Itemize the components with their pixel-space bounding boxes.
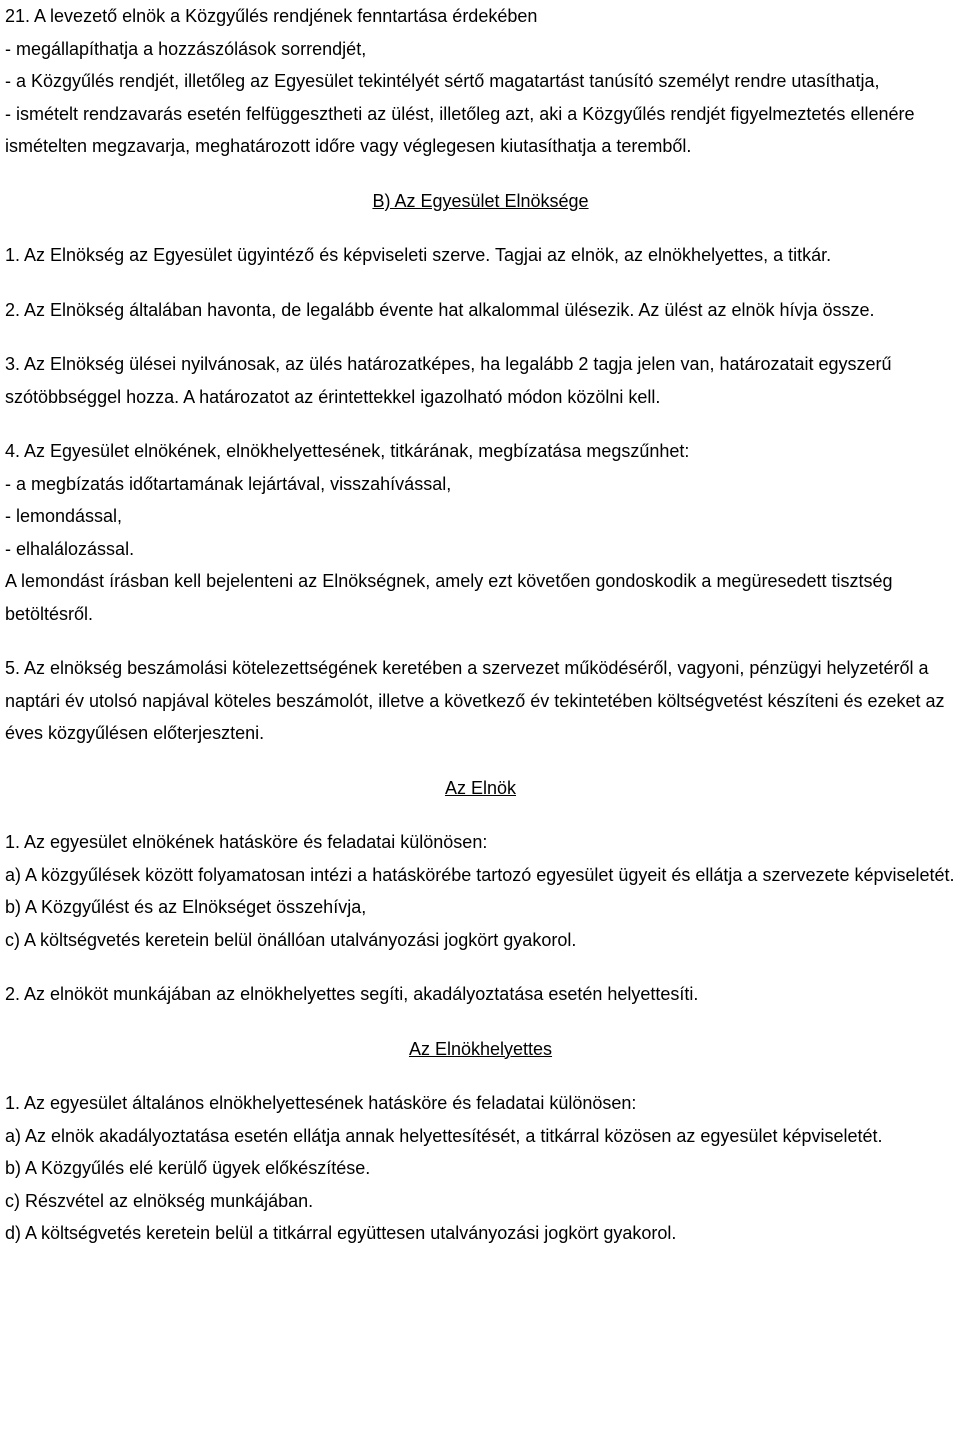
board-paragraph-4-closing: A lemondást írásban kell bejelenteni az Elnökségnek, amely ezt követően gondoskodik a megüresedett tisztség betöltésről. (5, 571, 893, 624)
vice-paragraph-1 (5, 1087, 956, 1250)
president-paragraph-1 (5, 826, 956, 956)
board-heading: B) Az Egyesület Elnöksége (372, 190, 589, 211)
president-heading: Az Elnök (444, 777, 517, 798)
vice-paragraph-1-item: c) Részvétel az elnökség munkájában. (5, 1190, 314, 1211)
board-paragraph-3-text: 3. Az Elnökség ülései nyilvánosak, az ülés határozatképes, ha legalább 2 tagja jelen van, határozatait egyszerű szótöbbséggel hozza. A határozatot az érintettekkel igazolható módon közölni kell. (5, 354, 892, 407)
board-paragraph-5 (5, 652, 956, 750)
section-21-item: - a Közgyűlés rendjét, illetőleg az Egyesület tekintélyét sértő magatartást tanúsító személyt rendre utasíthatja, (5, 71, 880, 91)
president-paragraph-1-item: c) A költségvetés keretein belül önállóan utalványozási jogkört gyakorol. (5, 929, 577, 950)
board-paragraph-4-item: - lemondással, (5, 506, 123, 526)
section-21 (5, 0, 956, 163)
vice-paragraph-1-item: b) A Közgyűlés elé kerülő ügyek előkészítése. (5, 1158, 371, 1178)
president-paragraph-1-item: a) A közgyűlések között folyamatosan intézi a hatáskörébe tartozó egyesület ügyeit és ellátja a szervezete képviseletét. (5, 864, 955, 885)
president-paragraph-1-item: b) A Közgyűlést és az Elnökséget összehívja, (5, 897, 367, 917)
vice-paragraph-1-item: a) Az elnök akadályoztatása esetén ellátja annak helyettesítését, a titkárral közösen az egyesület képviseletét. (5, 1125, 883, 1146)
board-paragraph-1 (5, 239, 956, 272)
president-paragraph-2-text: 2. Az elnököt munkájában az elnökhelyettes segíti, akadályoztatása esetén helyettesíti. (5, 984, 699, 1004)
section-21-intro: 21. A levezető elnök a Közgyűlés rendjének fenntartása érdekében (5, 6, 538, 26)
board-paragraph-5-text: 5. Az elnökség beszámolási kötelezettségének keretében a szervezet működéséről, vagyoni, pénzügyi helyzetéről a naptári év utolsó napjával köteles beszámolót, illetve a következő év tekintetében költségvetést készíteni és ezeket az éves közgyűlésen előterjeszteni. (5, 658, 945, 743)
vice-paragraph-1-intro: 1. Az egyesület általános elnökhelyettesének hatásköre és feladatai különösen: (5, 1093, 637, 1113)
vice-heading: Az Elnökhelyettes (408, 1038, 553, 1059)
board-paragraph-4-intro: 4. Az Egyesület elnökének, elnökhelyettesének, titkárának, megbízatása megszűnhet: (5, 441, 690, 461)
board-heading-block (5, 185, 956, 218)
section-21-item: - megállapíthatja a hozzászólások sorrendjét, (5, 38, 367, 59)
board-paragraph-4 (5, 435, 956, 630)
board-paragraph-4-item: - a megbízatás időtartamának lejártával, visszahívással, (5, 473, 452, 494)
board-paragraph-2 (5, 294, 956, 327)
president-paragraph-2 (5, 978, 956, 1011)
section-21-item: - ismételt rendzavarás esetén felfüggesztheti az ülést, illetőleg azt, aki a Közgyűlés rendjét figyelmeztetés ellenére ismételten megzavarja, meghatározott időre vagy véglegesen kiutasíthatja a teremből. (5, 103, 915, 156)
board-paragraph-4-item: - elhalálozással. (5, 538, 135, 559)
vice-paragraph-1-item: d) A költségvetés keretein belül a titkárral együttesen utalványozási jogkört gyakorol. (5, 1223, 677, 1243)
board-paragraph-3 (5, 348, 956, 413)
president-heading-block (5, 772, 956, 805)
vice-heading-block (5, 1033, 956, 1066)
board-paragraph-1-text: 1. Az Elnökség az Egyesület ügyintéző és képviseleti szerve. Tagjai az elnök, az elnökhelyettes, a titkár. (5, 245, 832, 265)
board-paragraph-2-text: 2. Az Elnökség általában havonta, de legalább évente hat alkalommal ülésezik. Az ülést az elnök hívja össze. (5, 299, 875, 320)
president-paragraph-1-intro: 1. Az egyesület elnökének hatásköre és feladatai különösen: (5, 832, 488, 852)
